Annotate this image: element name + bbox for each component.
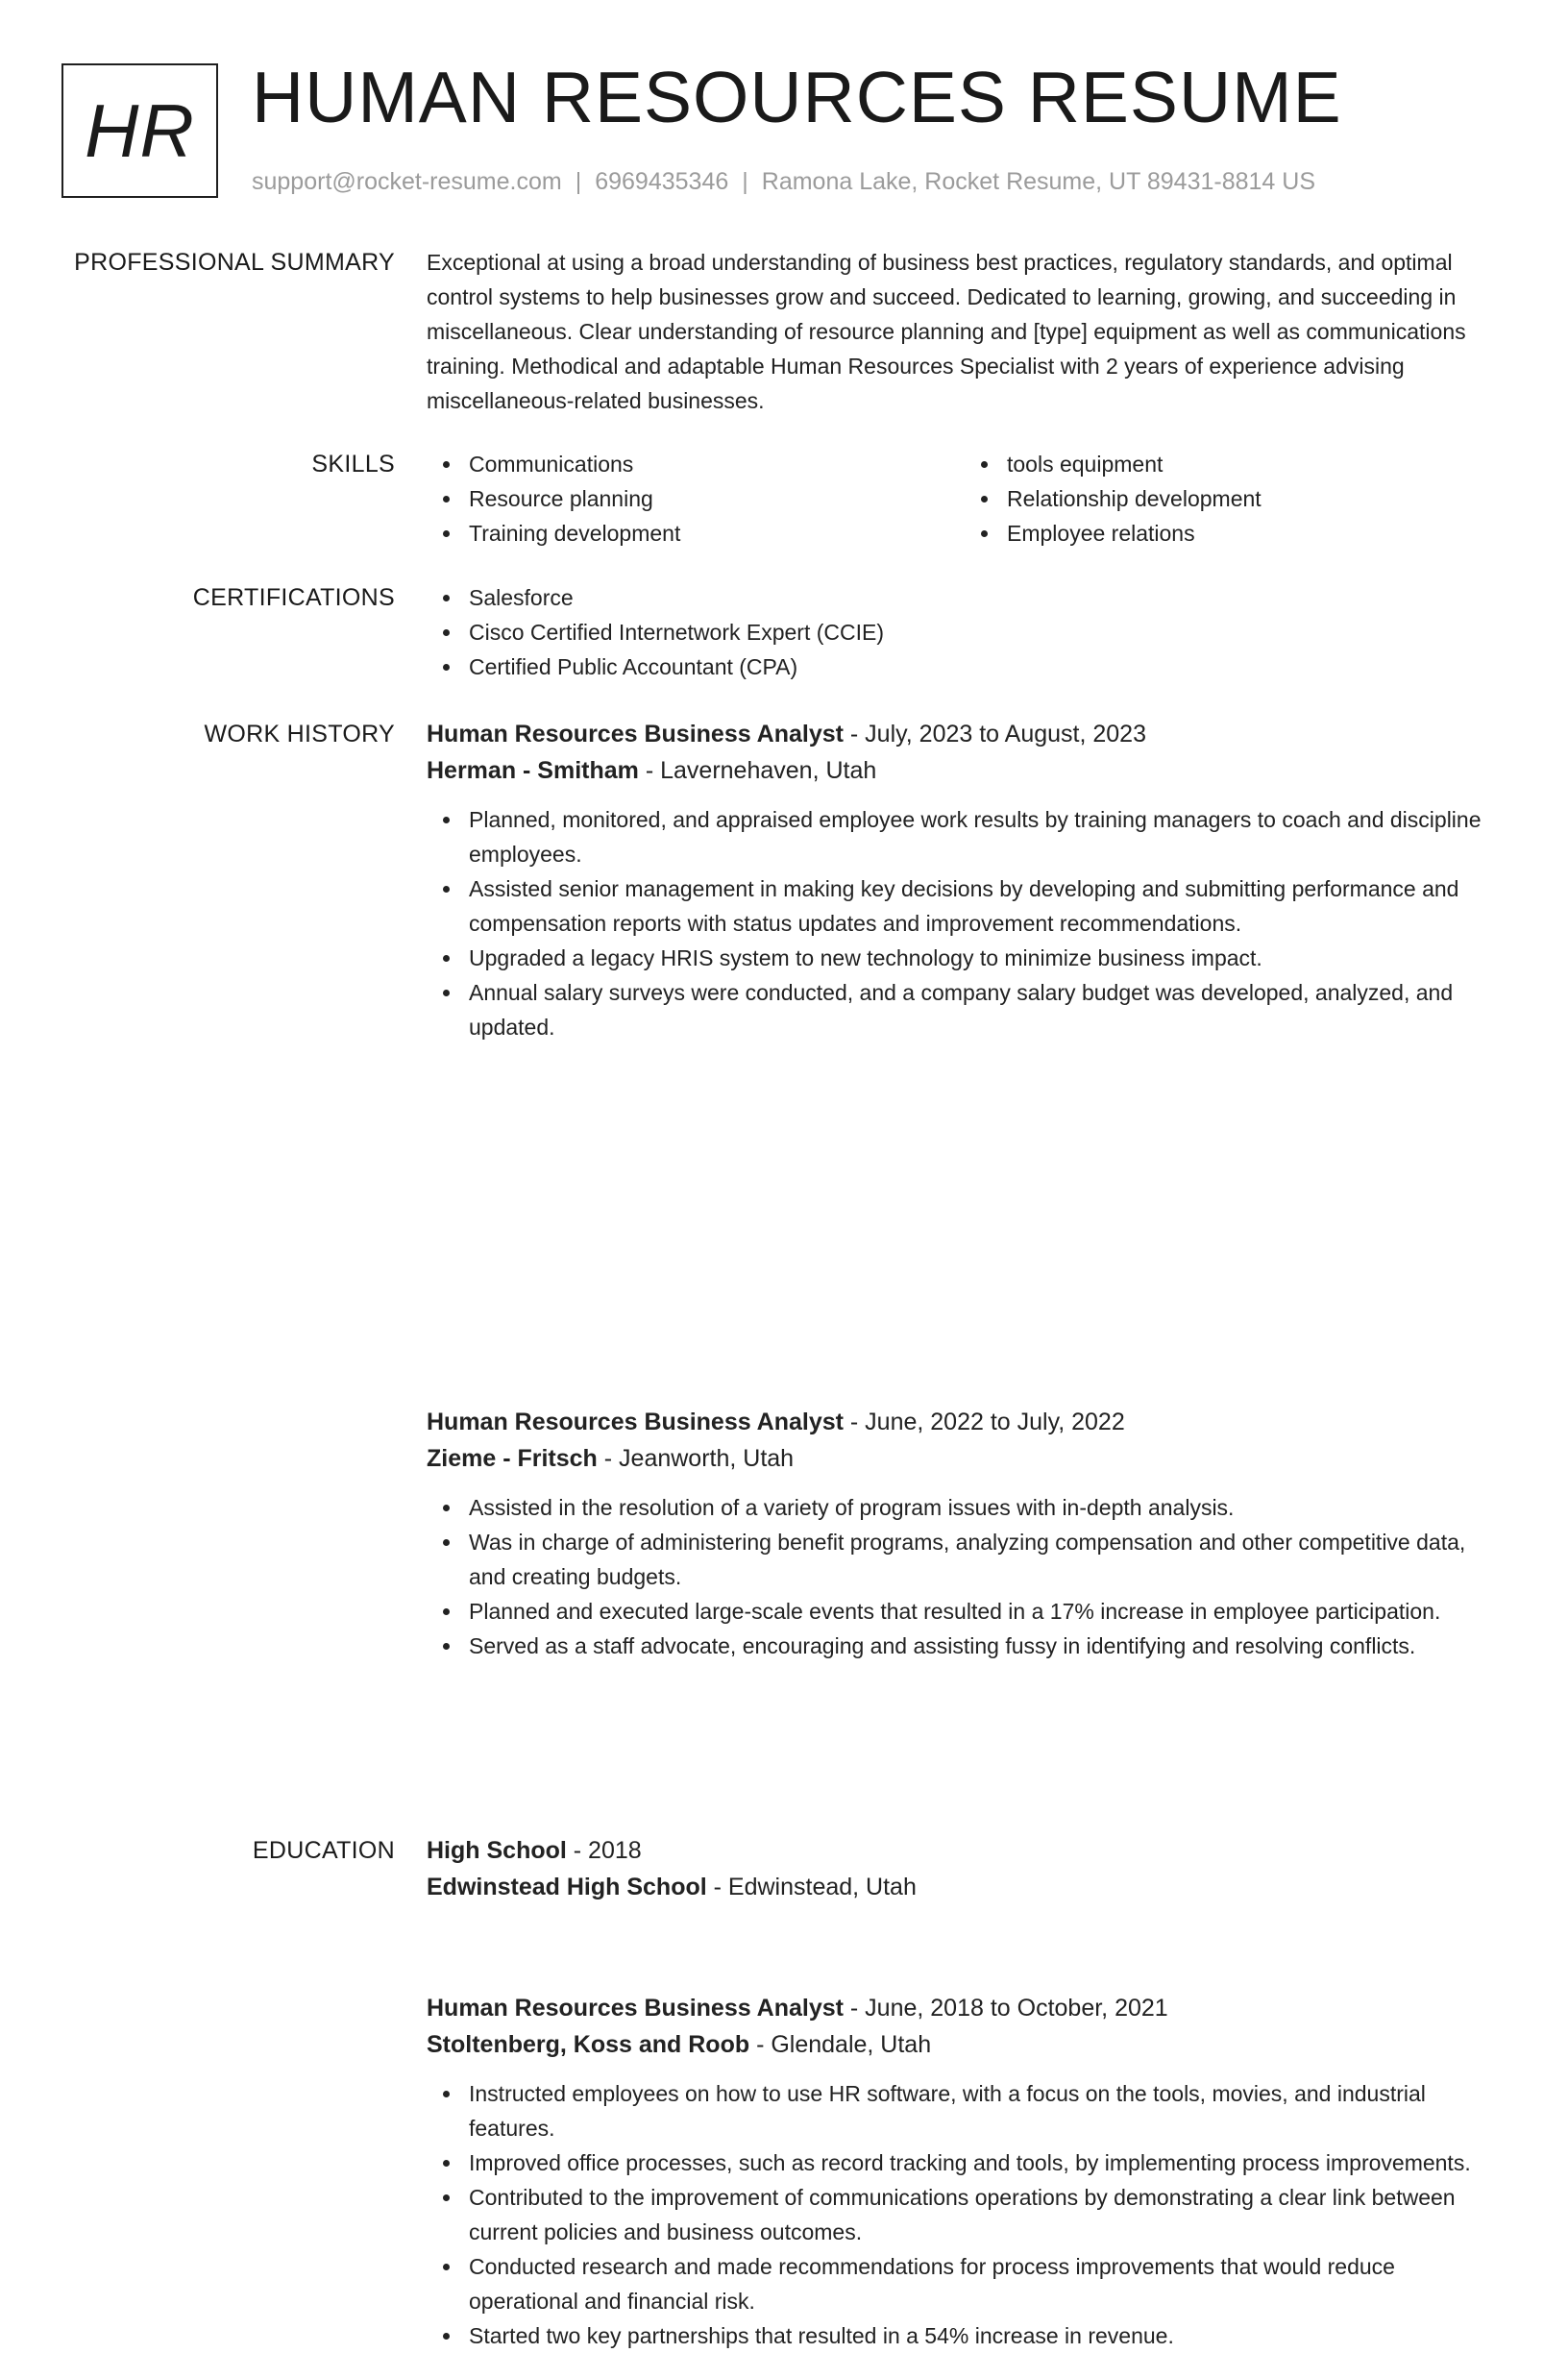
job-bullet: Assisted in the resolution of a variety of program issues with in-depth analysis.: [469, 1490, 1503, 1525]
job-bullet: Assisted senior management in making key decisions by developing and submitting performance and compensation reports with status updates and improvement recommendations.: [469, 871, 1503, 941]
education-section: [0, 1834, 1568, 1907]
job-company-line: [427, 1440, 1503, 1477]
contact-phone: 6969435346: [595, 168, 729, 195]
skill-item: Employee relations: [1007, 516, 1503, 551]
job-location: - Lavernehaven, Utah: [638, 757, 877, 784]
skills-list-left: [427, 447, 965, 551]
job-dates: - June, 2022 to July, 2022: [843, 1409, 1125, 1435]
monogram-text: HR: [85, 87, 195, 173]
page-title: HUMAN RESOURCES RESUME: [252, 57, 1342, 137]
job-title-line: [427, 1990, 1503, 2026]
job-bullet: Instructed employees on how to use HR software, with a focus on the tools, movies, and industrial features.: [469, 2076, 1503, 2145]
job-location: - Jeanworth, Utah: [597, 1445, 795, 1472]
education-year: - 2018: [566, 1837, 642, 1864]
summary-content: [427, 245, 1503, 418]
skill-item: Communications: [469, 447, 965, 481]
job-entry: [427, 1990, 1503, 2353]
contact-separator: |: [742, 168, 748, 195]
job-title-line: [427, 1404, 1503, 1440]
section-label-skills: SKILLS: [311, 451, 395, 478]
section-label-certifications: CERTIFICATIONS: [192, 584, 395, 611]
job-bullet: Conducted research and made recommendations for process improvements that would reduce operational and financial risk.: [469, 2249, 1503, 2318]
job-bullet: Contributed to the improvement of communications operations by demonstrating a clear link between current policies and business outcomes.: [469, 2180, 1503, 2249]
job-company: Stoltenberg, Koss and Roob: [427, 2031, 750, 2058]
job-title: Human Resources Business Analyst: [427, 1995, 844, 2022]
skill-item: Training development: [469, 516, 965, 551]
job-bullet: Started two key partnerships that resulted in a 54% increase in revenue.: [469, 2318, 1503, 2353]
contact-separator: |: [575, 168, 582, 195]
education-location: - Edwinstead, Utah: [706, 1874, 917, 1900]
job-company-line: [427, 2026, 1503, 2063]
job-bullet: Planned, monitored, and appraised employee work results by training managers to coach and discipline employees.: [469, 802, 1503, 871]
contact-address: Ramona Lake, Rocket Resume, UT 89431-8814 US: [761, 168, 1315, 195]
job-title: Human Resources Business Analyst: [427, 1409, 844, 1435]
job-title: Human Resources Business Analyst: [427, 721, 844, 748]
section-label-work-history: WORK HISTORY: [204, 721, 395, 748]
summary-text: Exceptional at using a broad understanding of business best practices, regulatory standards, and optimal control systems to help businesses grow and succeed. Dedicated to learning, growing, and succeeding in miscellaneous. Clear understanding of resource planning and [type] equipment as well as communications training. Methodical and adaptable Human Resources Specialist with 2 years of experience advising miscellaneous-related businesses.: [427, 250, 1466, 413]
education-school: Edwinstead High School: [427, 1874, 707, 1900]
education-degree: High School: [427, 1837, 567, 1864]
section-label-summary: PROFESSIONAL SUMMARY: [74, 249, 395, 276]
contact-line: [252, 165, 1315, 198]
job-company-line: [427, 752, 1503, 789]
skills-columns: [427, 447, 1503, 551]
education-degree-line: [427, 1832, 1503, 1869]
skill-item: Resource planning: [469, 481, 965, 516]
job-company: Zieme - Fritsch: [427, 1445, 598, 1472]
job-company: Herman - Smitham: [427, 757, 639, 784]
job-entry: [427, 1404, 1503, 1663]
job-bullet: Annual salary surveys were conducted, and a company salary budget was developed, analyzed, and updated.: [469, 975, 1503, 1044]
skill-item: Relationship development: [1007, 481, 1503, 516]
job-bullets: [427, 802, 1503, 1044]
job-entry: [427, 716, 1503, 1044]
skills-list-right: [965, 447, 1503, 551]
job-title-line: [427, 716, 1503, 752]
job-bullets: [427, 2076, 1503, 2353]
skill-item: tools equipment: [1007, 447, 1503, 481]
education-entry: [427, 1832, 1503, 1905]
certification-item: Certified Public Accountant (CPA): [469, 650, 1503, 684]
job-bullet: Planned and executed large-scale events that resulted in a 17% increase in employee participation.: [469, 1594, 1503, 1629]
contact-email: support@rocket-resume.com: [252, 168, 562, 195]
job-bullet: Upgraded a legacy HRIS system to new technology to minimize business impact.: [469, 941, 1503, 975]
certifications-list: [427, 580, 1503, 684]
education-school-line: [427, 1869, 1503, 1905]
job-dates: - June, 2018 to October, 2021: [843, 1995, 1168, 2022]
job-dates: - July, 2023 to August, 2023: [843, 721, 1146, 748]
certification-item: Cisco Certified Internetwork Expert (CCIE): [469, 615, 1503, 650]
job-bullet: Was in charge of administering benefit programs, analyzing compensation and other competitive data, and creating budgets.: [469, 1525, 1503, 1594]
section-label-education: EDUCATION: [252, 1837, 395, 1864]
job-bullets: [427, 1490, 1503, 1663]
monogram-box: [61, 63, 218, 198]
certifications-content: [427, 580, 1503, 684]
job-bullet: Served as a staff advocate, encouraging and assisting fussy in identifying and resolving conflicts.: [469, 1629, 1503, 1663]
certification-item: Salesforce: [469, 580, 1503, 615]
job-bullet: Improved office processes, such as record tracking and tools, by implementing process improvements.: [469, 2145, 1503, 2180]
job-location: - Glendale, Utah: [749, 2031, 932, 2058]
skills-content: [427, 447, 1503, 551]
